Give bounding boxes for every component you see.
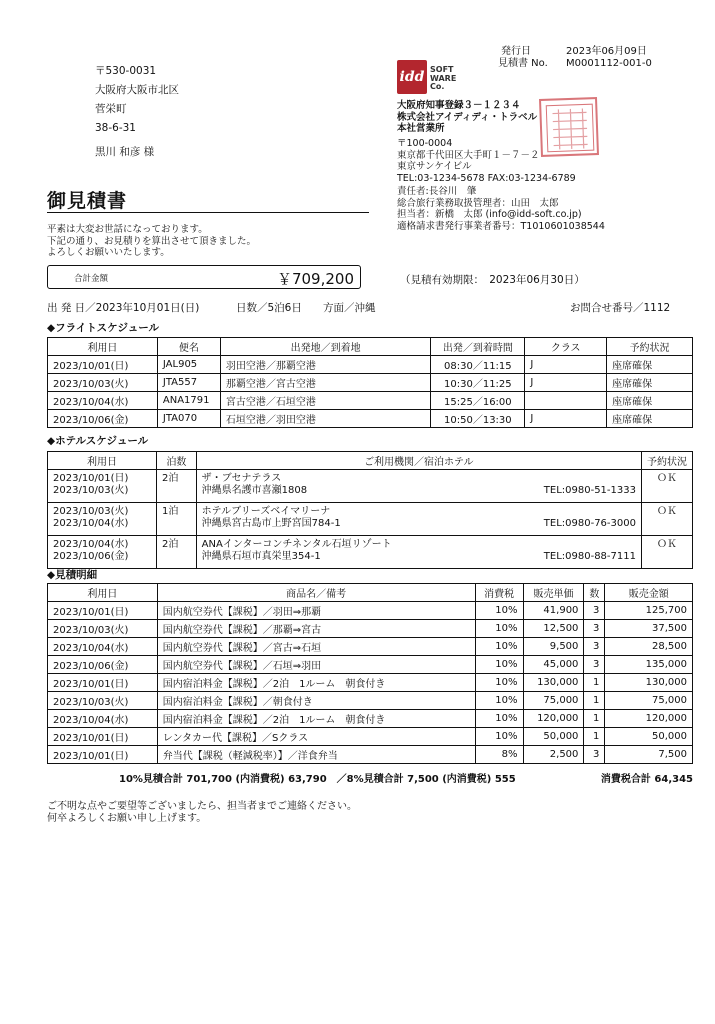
greeting-line: 下記の通り、お見積りを算出させて頂きました。: [47, 235, 257, 247]
hotel-address: 沖縄県名護市喜瀬1808: [201, 484, 308, 496]
hotel-checkout: 2023/10/04(水): [53, 517, 129, 529]
total-label: 合計金額: [74, 274, 109, 284]
detail-amount: 120,000: [605, 710, 693, 728]
flight-number: JTA557: [157, 374, 220, 392]
validity-period: （見積有効期限： 2023年06月30日）: [400, 274, 585, 286]
detail-unit-price: 9,500: [523, 638, 584, 656]
table-row: [48, 503, 693, 536]
table-row: [48, 746, 693, 764]
company-tel: TEL:03-1234-5678 FAX:03-1234-6789: [397, 172, 576, 184]
detail-amount: 37,500: [605, 620, 693, 638]
company-responsible: 責任者:長谷川 肇: [397, 186, 477, 197]
flight-date: 2023/10/03(火): [48, 374, 158, 392]
table-row: [48, 692, 693, 710]
detail-date: 2023/10/01(日): [48, 746, 158, 764]
col-header: 予約状況: [641, 452, 692, 470]
hotel-checkin: 2023/10/04(水): [53, 539, 129, 550]
detail-item: 国内航空券代【課税】／那覇⇒宮古: [157, 620, 475, 638]
seal-icon: [544, 102, 596, 154]
hotel-status: ＯＫ: [641, 470, 692, 503]
flight-route: 石垣空港／羽田空港: [220, 410, 431, 428]
flight-time: 15:25／16:00: [431, 392, 525, 410]
hotel-dates: [48, 470, 157, 503]
hotel-checkout: 2023/10/06(金): [53, 550, 129, 562]
detail-amount: 28,500: [605, 638, 693, 656]
logo-text-line: WARE: [430, 73, 457, 83]
detail-date: 2023/10/04(水): [48, 638, 158, 656]
table-row: [48, 410, 693, 428]
detail-tax: 10%: [475, 620, 523, 638]
company-branch: 本社営業所: [397, 123, 445, 134]
issue-date-label: 発行日: [501, 46, 531, 57]
detail-item: 弁当代【課税（軽減税率）】／洋食弁当: [157, 746, 475, 764]
table-row: [48, 374, 693, 392]
col-header: 泊数: [157, 452, 197, 470]
hotel-nights: 1泊: [157, 503, 197, 536]
detail-tax: 10%: [475, 674, 523, 692]
flight-heading: ◆フライトスケジュール: [47, 322, 160, 334]
col-header: 出発地／到着地: [220, 338, 431, 356]
flight-route: 那覇空港／宮古空港: [220, 374, 431, 392]
hotel-name: ANAインターコンチネンタル石垣リゾート: [201, 539, 392, 550]
flight-route: 羽田空港／那覇空港: [220, 356, 431, 374]
detail-item: 国内航空券代【課税】／石垣⇒羽田: [157, 656, 475, 674]
detail-tax: 10%: [475, 638, 523, 656]
table-row: [48, 638, 693, 656]
detail-qty: 3: [584, 746, 605, 764]
detail-amount: 130,000: [605, 674, 693, 692]
company-license: 大阪府知事登録３－１２３４: [397, 100, 521, 111]
table-row: [48, 656, 693, 674]
document-title: 御見積書: [47, 190, 128, 212]
logo-text-line: SOFT: [430, 65, 454, 74]
flight-table: [47, 337, 693, 428]
table-row: [48, 392, 693, 410]
flight-date: 2023/10/01(日): [48, 356, 158, 374]
flight-status: 座席確保: [607, 374, 693, 392]
detail-unit-price: 45,000: [523, 656, 584, 674]
company-manager: 総合旅行業務取扱管理者：山田 太郎: [397, 197, 559, 209]
col-header: 販売金額: [605, 584, 693, 602]
issue-date: 2023年06月09日: [566, 46, 647, 57]
hotel-dates: [48, 536, 157, 569]
detail-qty: 1: [584, 674, 605, 692]
col-header: 販売単価: [523, 584, 584, 602]
trip-direction: 方面／沖縄: [323, 302, 376, 314]
recipient-town: 菅栄町: [95, 103, 127, 115]
company-logo-text: [430, 66, 456, 92]
detail-date: 2023/10/03(火): [48, 692, 158, 710]
table-row: [48, 356, 693, 374]
tax-total: 消費税合計 64,345: [600, 774, 693, 785]
inquiry-number: お問合せ番号／1112: [570, 302, 671, 314]
hotel-checkout: 2023/10/03(火): [53, 484, 129, 496]
closing-message: [47, 801, 357, 825]
detail-table: [47, 583, 693, 764]
detail-date: 2023/10/04(水): [48, 710, 158, 728]
detail-tax: 10%: [475, 692, 523, 710]
detail-tax: 10%: [475, 656, 523, 674]
detail-tax: 8%: [475, 746, 523, 764]
col-header: ご利用機関／宿泊ホテル: [196, 452, 641, 470]
estimate-no-label: 見積書 No.: [498, 58, 548, 69]
hotel-info: [196, 503, 641, 536]
detail-tax: 10%: [475, 728, 523, 746]
company-addr2: 東京サンケイビル: [397, 161, 472, 172]
detail-qty: 3: [584, 638, 605, 656]
col-header: 出発／到着時間: [431, 338, 525, 356]
company-addr1: 東京都千代田区大手町１－７－２: [397, 149, 540, 161]
hotel-name: ザ・ブセナテラス: [201, 473, 282, 484]
detail-unit-price: 50,000: [523, 728, 584, 746]
company-invoice-no: 適格請求書発行事業者番号：T1010601038544: [397, 220, 605, 232]
flight-date: 2023/10/04(水): [48, 392, 158, 410]
hotel-dates: [48, 503, 157, 536]
flight-time: 08:30／11:15: [431, 356, 525, 374]
hotel-status: ＯＫ: [641, 536, 692, 569]
total-amount-box: [47, 265, 361, 289]
company-logo: idd: [397, 60, 427, 94]
col-header: 商品名／備考: [157, 584, 475, 602]
hotel-tel: TEL:0980-88-7111: [543, 550, 636, 562]
table-row: [48, 470, 693, 503]
total-amount: ￥709,200: [276, 270, 354, 288]
flight-class: [525, 392, 607, 410]
col-header: 予約状況: [607, 338, 693, 356]
detail-qty: 3: [584, 656, 605, 674]
detail-amount: 75,000: [605, 692, 693, 710]
hotel-tel: TEL:0980-51-1333: [543, 484, 636, 496]
detail-unit-price: 120,000: [523, 710, 584, 728]
detail-item: レンタカー代【課税】／Sクラス: [157, 728, 475, 746]
closing-line: ご不明な点やご要望等ございましたら、担当者までご連絡ください。: [47, 801, 357, 812]
company-staff: 担当者：新橋 太郎 (info@idd-soft.co.jp): [397, 209, 582, 221]
detail-qty: 3: [584, 620, 605, 638]
title-underline: [47, 212, 369, 213]
flight-number: JTA070: [157, 410, 220, 428]
detail-item: 国内宿泊料金【課税】／2泊 1ルーム 朝食付き: [157, 710, 475, 728]
recipient-name: 黒川 和彦 様: [95, 146, 155, 158]
hotel-tel: TEL:0980-76-3000: [543, 517, 636, 529]
company-postal: 〒100-0004: [397, 138, 453, 149]
detail-amount: 125,700: [605, 602, 693, 620]
hotel-address: 沖縄県石垣市真栄里354-1: [201, 550, 321, 562]
detail-header-row: [48, 584, 693, 602]
flight-class: J: [525, 374, 607, 392]
table-row: [48, 710, 693, 728]
greeting-line: よろしくお願いいたします。: [47, 247, 170, 258]
company-info: [397, 100, 537, 135]
recipient-block: 38-6-31: [95, 122, 136, 134]
flight-route: 宮古空港／石垣空港: [220, 392, 431, 410]
hotel-checkin: 2023/10/03(火): [53, 506, 129, 517]
detail-qty: 1: [584, 710, 605, 728]
flight-status: 座席確保: [607, 356, 693, 374]
table-row: [48, 620, 693, 638]
detail-tax: 10%: [475, 710, 523, 728]
recipient-postal: 〒530-0031: [95, 65, 157, 77]
col-header: クラス: [525, 338, 607, 356]
hotel-table: [47, 451, 693, 569]
recipient-pref: 大阪府大阪市北区: [95, 84, 179, 96]
hotel-nights: 2泊: [157, 470, 197, 503]
company-name: 株式会社アイディディ・トラベル: [397, 111, 538, 123]
tax-summary: 10%見積合計 701,700 (内消費税) 63,790 ／8%見積合計 7,500 (内消費税) 555: [119, 774, 516, 785]
detail-qty: 1: [584, 692, 605, 710]
detail-unit-price: 12,500: [523, 620, 584, 638]
table-row: [48, 674, 693, 692]
hotel-nights: 2泊: [157, 536, 197, 569]
company-contacts: [397, 186, 605, 232]
greeting: [47, 224, 256, 259]
flight-time: 10:50／13:30: [431, 410, 525, 428]
detail-unit-price: 41,900: [523, 602, 584, 620]
flight-number: JAL905: [157, 356, 220, 374]
flight-time: 10:30／11:25: [431, 374, 525, 392]
detail-amount: 50,000: [605, 728, 693, 746]
company-seal-stamp: [539, 97, 599, 157]
hotel-checkin: 2023/10/01(日): [53, 473, 129, 484]
detail-heading: ◆見積明細: [47, 569, 98, 581]
col-header: 利用日: [48, 452, 157, 470]
hotel-address: 沖縄県宮古島市上野宮国784-1: [201, 517, 341, 529]
trip-days: 日数／5泊6日: [236, 302, 302, 314]
flight-status: 座席確保: [607, 410, 693, 428]
flight-header-row: [48, 338, 693, 356]
recipient-address: [95, 62, 179, 138]
col-header: 便名: [157, 338, 220, 356]
detail-item: 国内宿泊料金【課税】／2泊 1ルーム 朝食付き: [157, 674, 475, 692]
detail-amount: 135,000: [605, 656, 693, 674]
detail-date: 2023/10/01(日): [48, 602, 158, 620]
detail-date: 2023/10/06(金): [48, 656, 158, 674]
logo-text-line: Co.: [430, 82, 445, 91]
col-header: 消費税: [475, 584, 523, 602]
table-row: [48, 536, 693, 569]
detail-date: 2023/10/03(火): [48, 620, 158, 638]
hotel-address-line: [202, 551, 636, 563]
col-header: 利用日: [48, 584, 158, 602]
detail-unit-price: 130,000: [523, 674, 584, 692]
flight-class: J: [525, 410, 607, 428]
hotel-name: ホテルブリーズベイマリーナ: [201, 506, 331, 517]
hotel-address-line: [202, 518, 636, 530]
hotel-address-line: [202, 485, 636, 497]
detail-item: 国内航空券代【課税】／羽田⇒那覇: [157, 602, 475, 620]
detail-qty: 1: [584, 728, 605, 746]
flight-number: ANA1791: [157, 392, 220, 410]
detail-tax: 10%: [475, 602, 523, 620]
hotel-info: [196, 536, 641, 569]
hotel-status: ＯＫ: [641, 503, 692, 536]
detail-unit-price: 75,000: [523, 692, 584, 710]
hotel-info: [196, 470, 641, 503]
detail-item: 国内航空券代【課税】／宮古⇒石垣: [157, 638, 475, 656]
hotel-heading: ◆ホテルスケジュール: [47, 435, 149, 447]
table-row: [48, 602, 693, 620]
closing-line: 何卒よろしくお願い申し上げます。: [47, 813, 207, 824]
greeting-line: 平素は大変お世話になっております。: [47, 224, 208, 235]
departure-date: 出 発 日／2023年10月01日(日): [47, 302, 200, 314]
flight-class: J: [525, 356, 607, 374]
detail-date: 2023/10/01(日): [48, 674, 158, 692]
detail-unit-price: 2,500: [523, 746, 584, 764]
col-header: 数: [584, 584, 605, 602]
detail-item: 国内宿泊料金【課税】／朝食付き: [157, 692, 475, 710]
flight-date: 2023/10/06(金): [48, 410, 158, 428]
flight-status: 座席確保: [607, 392, 693, 410]
col-header: 利用日: [48, 338, 158, 356]
estimate-no: M0001112-001-0: [566, 58, 652, 69]
detail-qty: 3: [584, 602, 605, 620]
detail-amount: 7,500: [605, 746, 693, 764]
table-row: [48, 728, 693, 746]
detail-date: 2023/10/01(日): [48, 728, 158, 746]
hotel-header-row: [48, 452, 693, 470]
